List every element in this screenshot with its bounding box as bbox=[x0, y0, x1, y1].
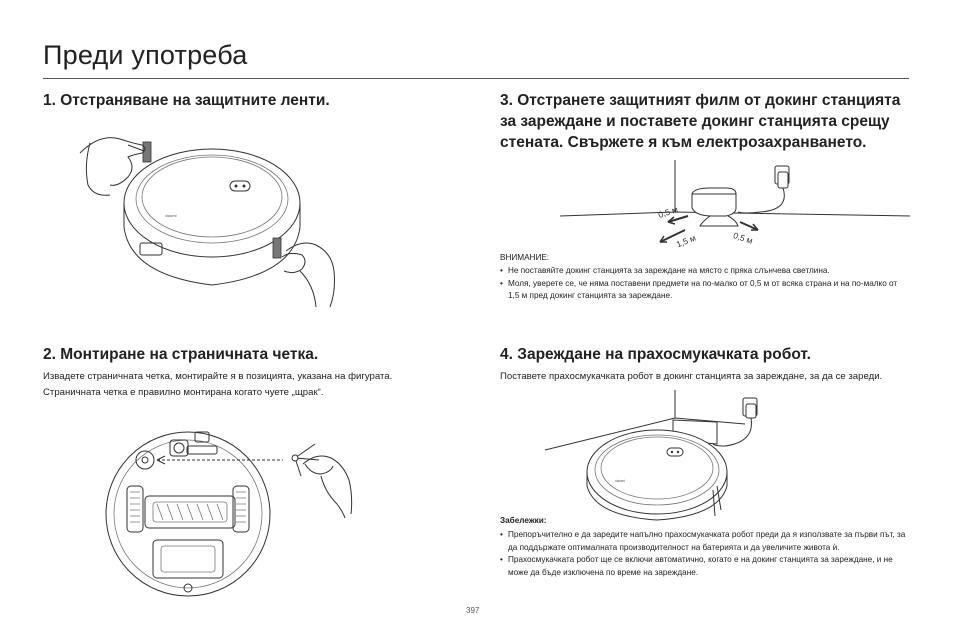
page-title: Преди употреба bbox=[43, 40, 248, 70]
section2-heading: 2. Монтиране на страничната четка. bbox=[43, 346, 319, 363]
section4-note-label: Забележки: bbox=[500, 516, 547, 525]
side-brush-install-illustration bbox=[105, 418, 375, 618]
section4-text: Поставете прахосмукачката робот в докинг станцията за зареждане, за да се зареди. bbox=[500, 371, 883, 382]
section4-note-item: • Прахосмукачката робот ще се включи автоматично, когато е на докинг станцията за зареждане, и не може да бъде изключена по време на зареждане. bbox=[500, 554, 910, 579]
page-number: 397 bbox=[466, 606, 480, 615]
section3-heading: 3. Отстранете защитният филм от докинг станцията за зареждане и поставете докинг станцията срещу стената. Свържете я към електрозахранването. bbox=[500, 92, 901, 151]
section3-note-item: • Не поставяйте докинг станцията за зареждане на място с пряка слънчева светлина. bbox=[500, 265, 910, 278]
distance-right-label: 0,5 м bbox=[731, 230, 755, 246]
section2-text: Извадете страничната четка, монтирайте я в позицията, указана на фигурата. Страничната четка е правилно монтирана когато чуете „щрак“. bbox=[43, 371, 393, 398]
robot-tape-removal-illustration bbox=[70, 125, 350, 310]
svg-text:xiaomi: xiaomi bbox=[615, 479, 626, 483]
section4-note-item: • Препоръчително е да заредите напълно прахосмукачката робот преди да я използвате за първи път, за да поддържате оптималната производителност на батерията и да увеличите живота ѝ. bbox=[500, 529, 910, 554]
title-divider bbox=[43, 78, 909, 79]
distance-left-label: 0,5 м bbox=[656, 204, 680, 220]
section1-heading: 1. Отстраняване на защитните ленти. bbox=[43, 92, 330, 109]
section3-notes-list bbox=[500, 265, 910, 303]
robot-charging-illustration bbox=[545, 390, 745, 520]
section3-note-item: • Моля, уверете се, че няма поставени предмети на по-малко от 0,5 м от всяка страна и на по-малко от 1,5 м пред докинг станцията за зареждане. bbox=[500, 278, 910, 303]
section4-notes-list bbox=[500, 529, 910, 579]
section3-note-label: ВНИМАНИЕ: bbox=[500, 253, 550, 262]
section4-heading: 4. Зареждане на прахосмукачката робот. bbox=[500, 346, 811, 363]
svg-text:xiaomi: xiaomi bbox=[165, 213, 177, 218]
distance-front-label: 1,5 м bbox=[674, 232, 698, 250]
